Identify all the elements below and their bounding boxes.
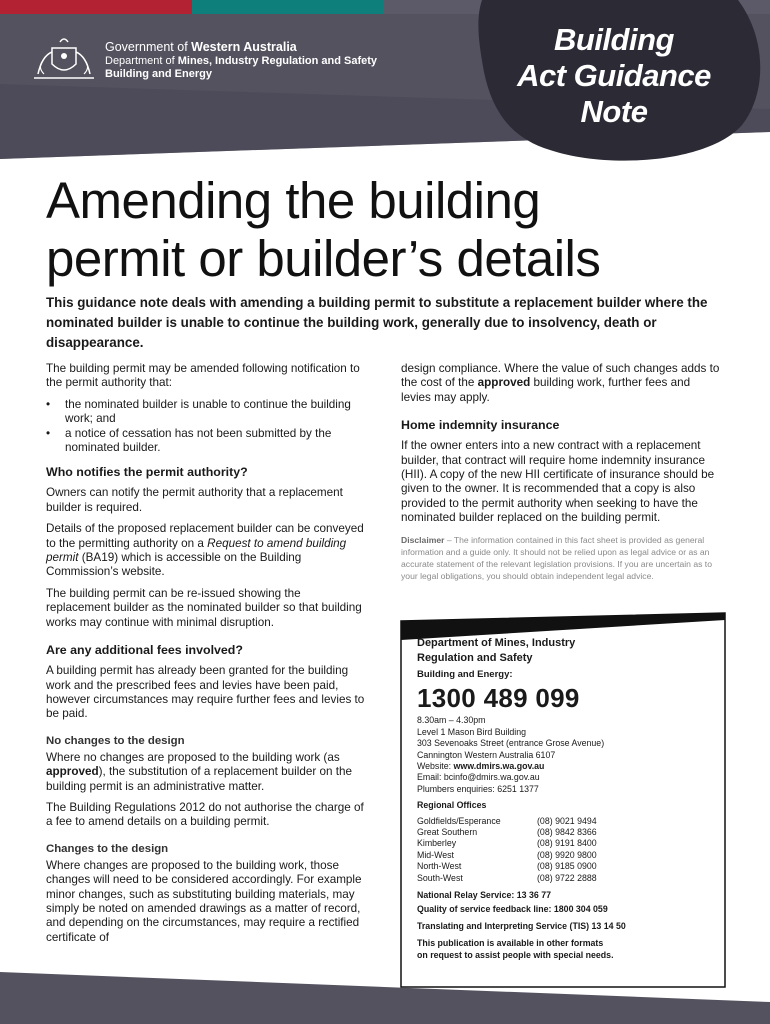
office-hours: 8.30am – 4.30pm xyxy=(417,715,486,726)
hii-paragraph: If the owner enters into a new contract with a replacement builder, that contract will require home indemnity insurance (HII). A copy of the new HII certificate of insurance should be given to the owner. It is recommended that a copy is also provided to the permit authority when seeking to have the nominated builder replaced on the building permit. xyxy=(401,439,715,525)
right-column xyxy=(401,362,723,582)
division-line: Building and Energy xyxy=(105,68,212,81)
feedback-line: Quality of service feedback line: 1800 304 059 xyxy=(417,903,608,914)
hii-heading: Home indemnity insurance xyxy=(401,418,560,433)
badge-line-3: Note xyxy=(580,94,648,129)
office-phone: (08) 9842 8366 xyxy=(537,827,597,838)
office-name: Mid-West xyxy=(417,849,454,860)
website-link[interactable]: www.dmirs.wa.gov.au xyxy=(453,761,545,772)
regional-offices-list xyxy=(417,816,717,884)
list-item: • the nominated builder is unable to continue the building work; and xyxy=(46,398,368,427)
who-notifies-p2: Details of the proposed replacement builder can be conveyed to the permitting authority on a Request to amend building permit (BA19) which is accessible on the Building Commission’s website. xyxy=(46,522,364,579)
footer-band xyxy=(0,968,770,1024)
email-line: Email: bcinfo@dmirs.wa.gov.au xyxy=(417,772,540,783)
website-line: Website: www.dmirs.wa.gov.au xyxy=(417,761,545,772)
email-link[interactable]: bcinfo@dmirs.wa.gov.au xyxy=(443,772,540,783)
contact-org: Department of Mines, Industry Regulation and Safety xyxy=(417,637,576,664)
title-line-2: permit or builder’s details xyxy=(46,230,601,287)
fees-paragraph: A building permit has already been granted for the building work and the prescribed fees and levies have been paid, however circumstances may require further fees and levies to be paid. xyxy=(46,664,365,721)
who-notifies-p3: The building permit can be re-issued showing the replacement builder as the nominated builder so that building works may continue with minimal disruption. xyxy=(46,586,362,629)
title-line-1: Amending the building xyxy=(46,172,541,229)
page-title xyxy=(46,172,746,288)
badge-line-1: Building xyxy=(554,22,674,57)
office-phone: (08) 9722 2888 xyxy=(537,872,597,883)
service-lines xyxy=(417,890,717,961)
intro-summary: This guidance note deals with amending a building permit to substitute a replacement builder where the nominated builder is unable to continue the building work, generally due to insolvency, death or disappearance. xyxy=(46,295,708,350)
gov-line: Government of Western Australia xyxy=(105,40,297,54)
office-name: Kimberley xyxy=(417,838,457,849)
dept-line: Department of Mines, Industry Regulation and Safety xyxy=(105,55,378,67)
office-phone: (08) 9191 8400 xyxy=(537,838,597,849)
disclaimer: Disclaimer – The information contained in this fact sheet is provided as general information and a guide only. It should not be relied upon as legal advice or as an accurate statement of the relevant legislation provisions. If you are uncertain as to your legal obligations, you should obtain independent legal advice. xyxy=(401,534,712,582)
address-line: Level 1 Mason Bird Building xyxy=(417,726,527,737)
publication-note-2: on request to assist people with special needs. xyxy=(417,949,614,960)
be-label: Building and Energy: xyxy=(417,669,513,680)
publication-note-1: This publication is available in other formats xyxy=(417,938,604,949)
ba19-form-link: Request to amend building permit xyxy=(46,536,347,565)
phone-number[interactable]: 1300 489 099 xyxy=(417,683,580,714)
regulations-paragraph: The Building Regulations 2012 do not authorise the charge of a fee to amend details on a building permit. xyxy=(46,800,364,829)
office-phone: (08) 9185 0900 xyxy=(537,861,597,872)
address-line: Cannington Western Australia 6107 xyxy=(417,749,556,760)
list-item: • a notice of cessation has not been submitted by the nominated builder. xyxy=(46,427,368,456)
no-changes-heading: No changes to the design xyxy=(46,734,185,747)
guidance-note-title xyxy=(488,22,740,130)
top-stripe-teal xyxy=(192,0,384,14)
who-notifies-p1: Owners can notify the permit authority that a replacement builder is required. xyxy=(46,486,343,514)
design-compliance-paragraph: design compliance. Where the value of such changes adds to the cost of the approved building work, further fees and levies may apply. xyxy=(401,362,720,404)
contact-box xyxy=(417,636,717,963)
changes-heading: Changes to the design xyxy=(46,842,169,855)
changes-paragraph: Where changes are proposed to the building work, those changes will need to be considered accordingly. For example minor changes, such as substituting building materials, may simply be noted on amended drawings as a matter of record, and depending on the circumstances, may require a rectified certificate of xyxy=(46,858,362,944)
office-name: South-West xyxy=(417,872,463,883)
top-stripe-red xyxy=(0,0,192,14)
wa-crest-icon xyxy=(30,34,98,84)
relay-service: National Relay Service: 13 36 77 xyxy=(417,890,551,901)
office-name: Great Southern xyxy=(417,827,478,838)
who-notifies-heading: Who notifies the permit authority? xyxy=(46,465,248,480)
office-phone: (08) 9021 9494 xyxy=(537,815,597,826)
office-phone: (08) 9920 9800 xyxy=(537,849,597,860)
department-header xyxy=(105,40,377,81)
office-name: North-West xyxy=(417,861,462,872)
regional-offices-heading: Regional Offices xyxy=(417,800,487,811)
address-line: 303 Sevenoaks Street (entrance Grose Avenue) xyxy=(417,738,605,749)
conditions-list xyxy=(46,398,368,456)
fees-heading: Are any additional fees involved? xyxy=(46,643,243,658)
plumbers-line: Plumbers enquiries: 6251 1377 xyxy=(417,783,539,794)
office-name: Goldfields/Esperance xyxy=(417,815,501,826)
permit-amend-intro: The building permit may be amended following notification to the permit authority that: xyxy=(46,362,360,390)
tis-line: Translating and Interpreting Service (TIS) 13 14 50 xyxy=(417,920,626,931)
badge-line-2: Act Guidance xyxy=(517,58,711,93)
left-column xyxy=(46,362,368,952)
no-changes-paragraph: Where no changes are proposed to the building work (as approved), the substitution of a replacement builder on the building permit is an administrative matter. xyxy=(46,750,352,793)
